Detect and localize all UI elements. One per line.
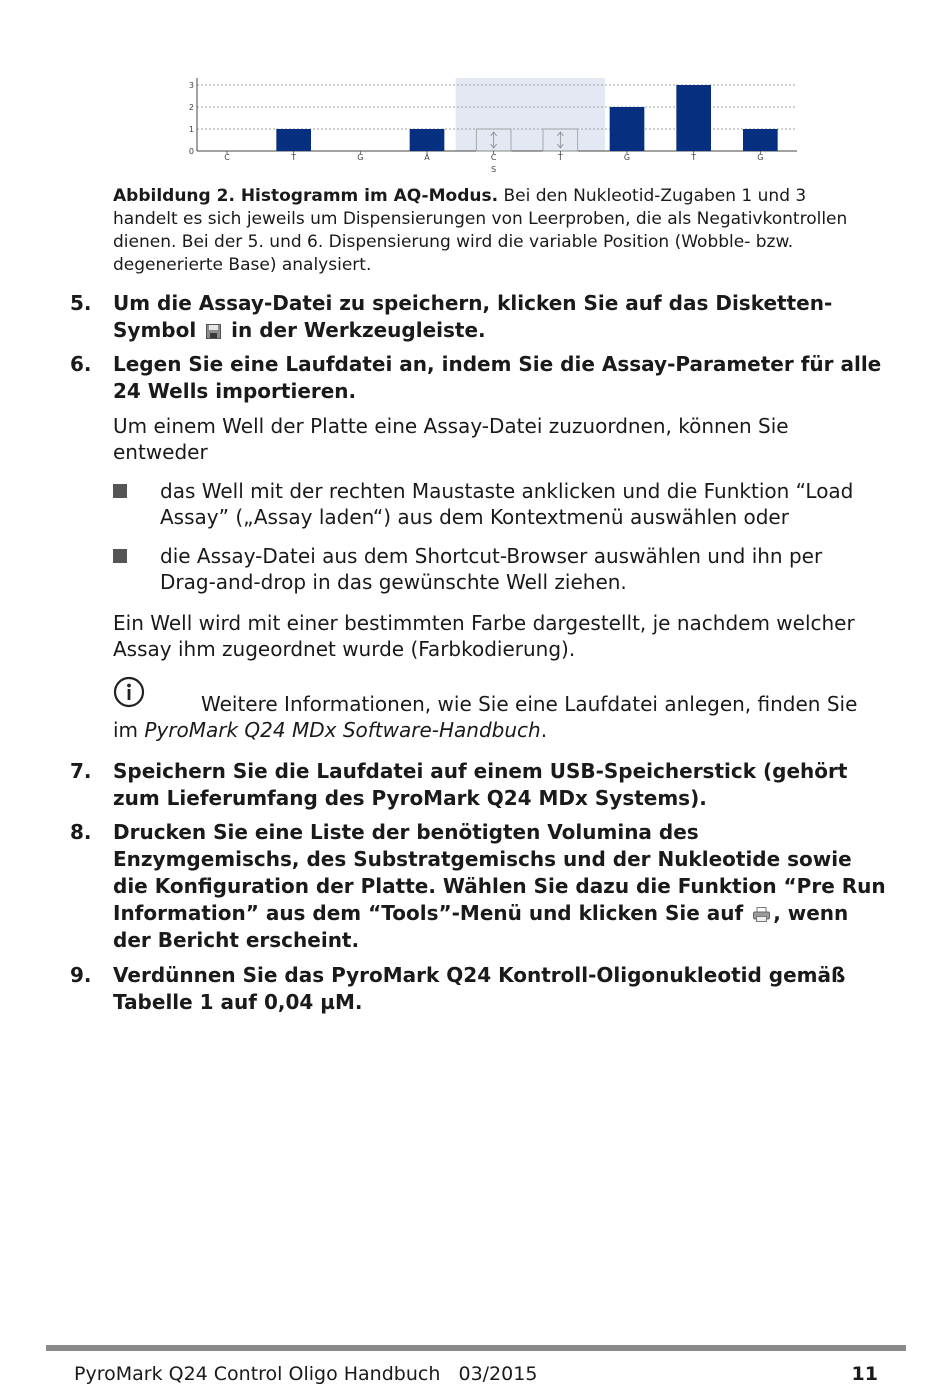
x-tick-label: G bbox=[357, 153, 364, 162]
variable-region-highlight bbox=[456, 78, 605, 151]
caption-title: Abbildung 2. Histogramm im AQ-Modus. bbox=[113, 186, 499, 206]
x-tick-label: C bbox=[490, 153, 497, 162]
x-tick-label: G bbox=[757, 153, 764, 162]
printer-icon bbox=[753, 907, 770, 922]
step-9-text: Verdünnen Sie das PyroMark Q24 Kontroll-Oligonukleotid gemäß Tabelle 1 auf 0,04 µM. bbox=[113, 963, 846, 1014]
bullet-item bbox=[113, 543, 873, 595]
step-6 bbox=[70, 351, 890, 405]
step-6-text: Legen Sie eine Laufdatei an, indem Sie die Assay-Parameter für alle 24 Wells importieren. bbox=[113, 352, 882, 403]
step-number: 6. bbox=[70, 352, 92, 376]
step-8-text: Drucken Sie eine Liste der benötigten Volumina des Enzymgemischs, des Substratgemischs und der Nukleotide sowie die Konfiguration der Platte. Wählen Sie dazu die Funktion “Pre Run Information” aus dem “Tools”-Menü und klicken Sie auf bbox=[113, 820, 886, 925]
bullet-text: das Well mit der rechten Maustaste anklicken und die Funktion “Load Assay” („Assay laden“) aus dem Kontextmenü auswählen oder bbox=[160, 479, 854, 529]
histogram-bar bbox=[676, 85, 711, 151]
step-8-text-end: , wenn der Bericht erscheint. bbox=[113, 901, 849, 952]
histogram-chart bbox=[185, 78, 805, 178]
histogram-bar bbox=[610, 107, 645, 151]
y-tick-label: 2 bbox=[188, 103, 194, 112]
figure-caption bbox=[113, 185, 873, 277]
histogram-bar bbox=[743, 129, 778, 151]
step-number: 9. bbox=[70, 963, 92, 987]
bullet-item bbox=[113, 478, 873, 530]
step-9 bbox=[70, 962, 890, 1016]
footer-rule bbox=[46, 1345, 906, 1351]
x-tick-label: T bbox=[557, 153, 563, 162]
y-tick-label: 0 bbox=[188, 147, 194, 156]
step-5 bbox=[70, 290, 890, 344]
x-tick-label: C bbox=[224, 153, 230, 162]
y-tick-label: 1 bbox=[188, 125, 194, 134]
color-note: Ein Well wird mit einer bestimmten Farbe dargestellt, je nachdem welcher Assay ihm zugeordnet wurde (Farbkodierung). bbox=[113, 611, 855, 661]
x-tick-label: T bbox=[291, 153, 297, 162]
x-tick-label: G bbox=[623, 153, 631, 162]
y-tick-label: 3 bbox=[188, 81, 194, 90]
floppy-disk-icon bbox=[206, 324, 221, 339]
info-note bbox=[113, 691, 873, 743]
step-7-text: Speichern Sie die Laufdatei auf einem USB-Speicherstick (gehört zum Lieferumfang des PyroMark Q24 MDx Systems). bbox=[113, 759, 848, 810]
step-number: 5. bbox=[70, 291, 92, 315]
step-number: 8. bbox=[70, 820, 92, 844]
intro-paragraph: Um einem Well der Platte eine Assay-Datei zuzuordnen, können Sie entweder bbox=[113, 414, 789, 464]
step-5-text-end: in der Werkzeugleiste. bbox=[231, 318, 486, 342]
info-text-end: . bbox=[540, 718, 548, 742]
step-7 bbox=[70, 758, 890, 812]
step-number: 7. bbox=[70, 759, 92, 783]
histogram-bar bbox=[410, 129, 445, 151]
footer-title: PyroMark Q24 Control Oligo Handbuch 03/2015 bbox=[74, 1363, 538, 1385]
bullet-square-icon bbox=[113, 549, 127, 563]
caption-text: Bei den Nukleotid-Zugaben 1 und 3 handelt es sich jeweils um Dispensierungen von Leerproben, die als Negativkontrollen dienen. Bei der 5. und 6. Dispensierung wird die variable Position (Wobble- bzw. degenerierte Base) analysiert. bbox=[113, 186, 848, 275]
x-tick-label: A bbox=[424, 153, 430, 162]
histogram-bar bbox=[276, 129, 311, 151]
page-number: 11 bbox=[851, 1363, 878, 1385]
x-sub-label: S bbox=[491, 165, 497, 174]
step-8 bbox=[70, 819, 890, 954]
software-manual-title: PyroMark Q24 MDx Software-Handbuch bbox=[144, 718, 541, 742]
x-tick-label: T bbox=[691, 153, 697, 162]
bullet-text: die Assay-Datei aus dem Shortcut-Browser auswählen und ihn per Drag-and-drop in das gewünschte Well ziehen. bbox=[160, 544, 823, 594]
bullet-square-icon bbox=[113, 484, 127, 498]
step-5-text: Um die Assay-Datei zu speichern, klicken Sie auf das Disketten-Symbol bbox=[113, 291, 833, 342]
info-text: Weitere Informationen, wie Sie eine Laufdatei anlegen, finden Sie im bbox=[113, 692, 858, 742]
